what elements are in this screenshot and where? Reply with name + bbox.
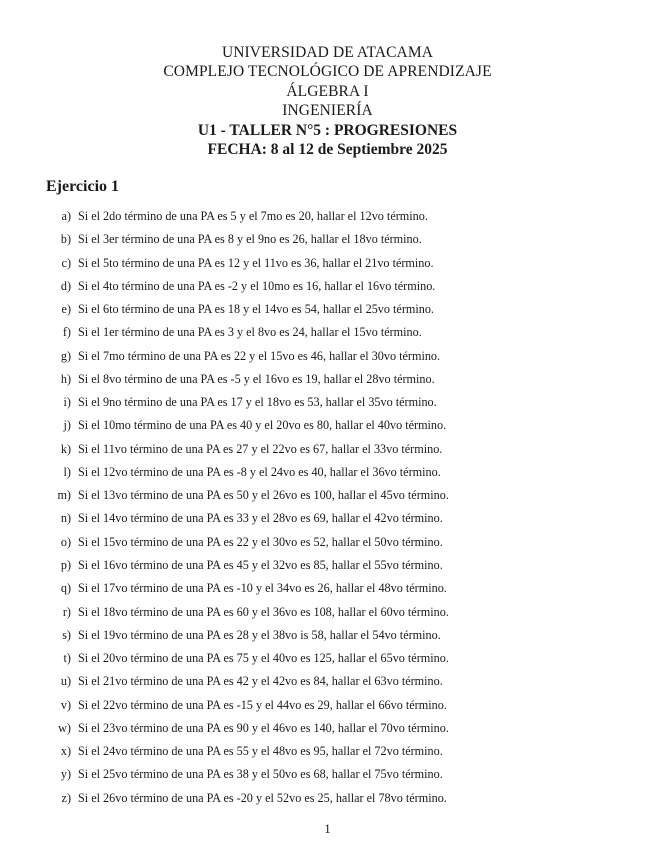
exercise-label: i)	[63, 395, 71, 410]
exercise-text: Si el 6to término de una PA es 18 y el 14vo es 54, hallar el 25vo término.	[78, 302, 434, 317]
course-name: ÁLGEBRA I	[286, 82, 369, 100]
exercise-item	[0, 763, 655, 786]
complex-name: COMPLEJO TECNOLÓGICO DE APRENDIZAJE	[163, 63, 492, 81]
exercise-text: Si el 17vo término de una PA es -10 y el 34vo es 26, hallar el 48vo término.	[78, 581, 447, 596]
workshop-date: FECHA: 8 al 12 de Septiembre 2025	[207, 141, 448, 159]
exercise-label: p)	[60, 557, 71, 572]
exercise-item	[0, 694, 655, 717]
exercise-item	[0, 577, 655, 600]
exercise-label: b)	[60, 232, 71, 247]
exercise-item	[0, 554, 655, 577]
exercise-label: h)	[60, 371, 71, 386]
exercise-label: j)	[63, 418, 71, 433]
exercise-label: z)	[61, 790, 71, 805]
exercise-item	[0, 275, 655, 298]
exercise-item	[0, 414, 655, 437]
exercise-text: Si el 1er término de una PA es 3 y el 8vo es 24, hallar el 15vo término.	[78, 325, 422, 340]
exercise-item	[0, 321, 655, 344]
page-number: 1	[324, 821, 331, 836]
exercise-text: Si el 25vo término de una PA es 38 y el 50vo es 68, hallar el 75vo término.	[78, 767, 443, 782]
exercise-item	[0, 484, 655, 507]
exercise-item	[0, 438, 655, 461]
exercise-label: m)	[57, 488, 71, 503]
exercise-item	[0, 461, 655, 484]
exercise-item	[0, 228, 655, 251]
exercise-label: d)	[60, 278, 71, 293]
exercise-text: Si el 3er término de una PA es 8 y el 9no es 26, hallar el 18vo término.	[78, 232, 422, 247]
exercise-text: Si el 20vo término de una PA es 75 y el 40vo es 125, hallar el 65vo término.	[78, 651, 449, 666]
exercise-text: Si el 18vo término de una PA es 60 y el 36vo es 108, hallar el 60vo término.	[78, 604, 449, 619]
exercise-text: Si el 5to término de una PA es 12 y el 11vo es 36, hallar el 21vo término.	[78, 255, 434, 270]
exercise-text: Si el 9no término de una PA es 17 y el 18vo es 53, hallar el 35vo término.	[78, 395, 437, 410]
exercise-item	[0, 205, 655, 228]
exercise-item	[0, 670, 655, 693]
exercise-text: Si el 24vo término de una PA es 55 y el 48vo es 95, hallar el 72vo término.	[78, 744, 443, 759]
exercise-item	[0, 787, 655, 810]
exercise-label: l)	[63, 464, 71, 479]
exercise-text: Si el 12vo término de una PA es -8 y el 24vo es 40, hallar el 36vo término.	[78, 464, 441, 479]
exercise-item	[0, 345, 655, 368]
exercise-item	[0, 298, 655, 321]
exercise-label: w)	[58, 720, 71, 735]
exercise-item	[0, 391, 655, 414]
exercise-label: g)	[60, 348, 71, 363]
exercise-item	[0, 601, 655, 624]
exercise-text: Si el 10mo término de una PA es 40 y el 20vo es 80, hallar el 40vo término.	[78, 418, 447, 433]
exercise-label: k)	[60, 441, 71, 456]
exercise-label: c)	[61, 255, 71, 270]
exercise-label: v)	[60, 697, 71, 712]
workshop-title: U1 - TALLER N°5 : PROGRESIONES	[197, 121, 458, 139]
exercise-label: y)	[60, 767, 71, 782]
exercise-text: Si el 19vo término de una PA es 28 y el 38vo is 58, hallar el 54vo término.	[78, 627, 441, 642]
exercise-item	[0, 252, 655, 275]
exercise-item	[0, 507, 655, 530]
exercise-text: Si el 7mo término de una PA es 22 y el 15vo es 46, hallar el 30vo término.	[78, 348, 441, 363]
exercise-label: r)	[62, 604, 71, 619]
exercise-label: t)	[63, 651, 71, 666]
exercise-text: Si el 11vo término de una PA es 27 y el 22vo es 67, hallar el 33vo término.	[78, 441, 443, 456]
exercise-text: Si el 26vo término de una PA es -20 y el 52vo es 25, hallar el 78vo término.	[78, 790, 447, 805]
exercise-text: Si el 8vo término de una PA es -5 y el 16vo es 19, hallar el 28vo término.	[78, 371, 435, 386]
exercise-label: e)	[61, 302, 71, 317]
exercise-list	[0, 205, 655, 810]
exercise-item	[0, 624, 655, 647]
exercise-label: a)	[61, 209, 71, 223]
exercise-text: Si el 2do término de una PA es 5 y el 7mo es 20, hallar el 12vo término.	[78, 209, 428, 223]
exercise-item	[0, 647, 655, 670]
exercise-text: Si el 4to término de una PA es -2 y el 10mo es 16, hallar el 16vo término.	[78, 278, 436, 293]
exercise-label: x)	[60, 744, 71, 759]
exercise-label: f)	[62, 325, 71, 340]
university-name: UNIVERSIDAD DE ATACAMA	[221, 44, 434, 61]
exercise-text: Si el 21vo término de una PA es 42 y el 42vo es 84, hallar el 63vo término.	[78, 674, 443, 689]
exercise-text: Si el 23vo término de una PA es 90 y el 46vo es 140, hallar el 70vo término.	[78, 720, 449, 735]
exercise-label: s)	[62, 627, 71, 642]
exercise-text: Si el 15vo término de una PA es 22 y el 30vo es 52, hallar el 50vo término.	[78, 534, 443, 549]
document-header	[0, 43, 655, 159]
exercise-item	[0, 740, 655, 763]
exercise-text: Si el 14vo término de una PA es 33 y el 28vo es 69, hallar el 42vo término.	[78, 511, 443, 526]
exercise-item	[0, 717, 655, 740]
section-title: Ejercicio 1	[46, 178, 120, 195]
exercise-label: n)	[60, 511, 71, 526]
exercise-item	[0, 368, 655, 391]
program-name: INGENIERÍA	[282, 102, 373, 120]
exercise-label: u)	[60, 674, 71, 689]
exercise-text: Si el 22vo término de una PA es -15 y el 44vo es 29, hallar el 66vo término.	[78, 697, 447, 712]
exercise-text: Si el 16vo término de una PA es 45 y el 32vo es 85, hallar el 55vo término.	[78, 557, 443, 572]
exercise-label: q)	[60, 581, 71, 596]
exercise-label: o)	[60, 534, 71, 549]
exercise-item	[0, 531, 655, 554]
exercise-text: Si el 13vo término de una PA es 50 y el 26vo es 100, hallar el 45vo término.	[78, 488, 449, 503]
